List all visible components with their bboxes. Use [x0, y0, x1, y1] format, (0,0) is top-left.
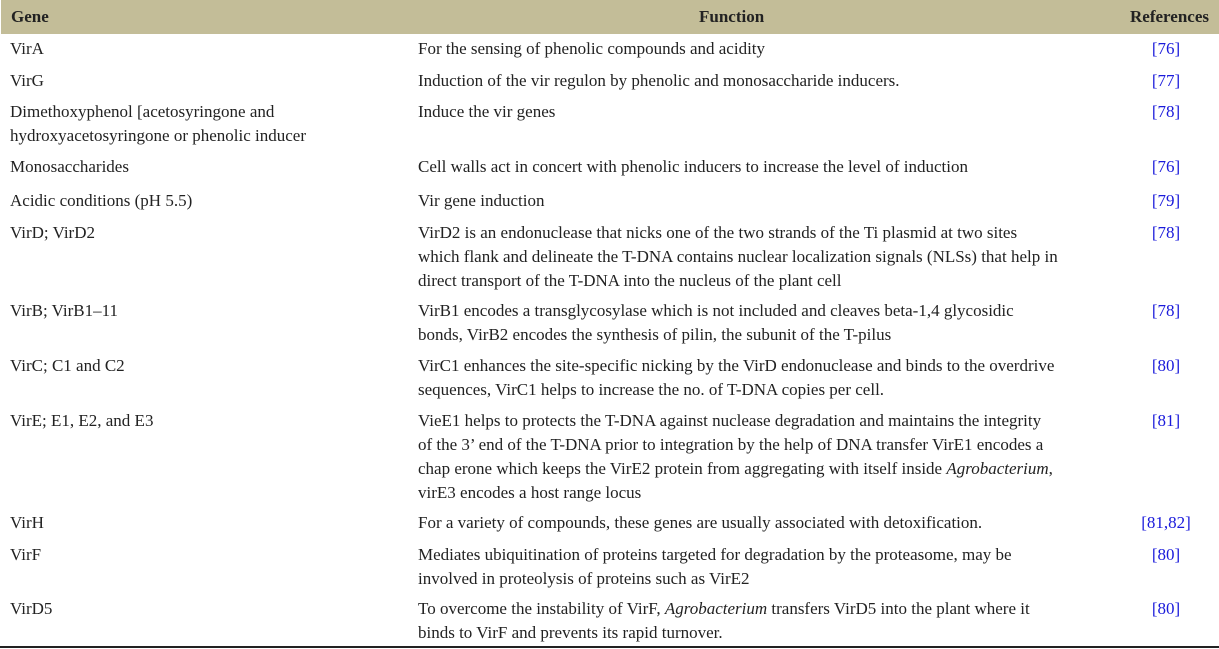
gene-cell: VirB; VirB1–11	[10, 301, 118, 320]
gene-cell: VirF	[10, 545, 42, 564]
function-cell	[418, 597, 1058, 645]
reference-link[interactable]: [80]	[1151, 599, 1181, 618]
reference-link[interactable]: [79]	[1151, 191, 1181, 210]
gene-cell: VirA	[10, 39, 44, 58]
reference-link[interactable]: [78]	[1151, 223, 1181, 242]
function-cell: Induction of the vir regulon by phenolic and monosaccharide inducers.	[418, 71, 900, 90]
reference-link[interactable]: [81]	[1151, 411, 1181, 430]
gene-cell: VirG	[10, 71, 44, 90]
function-cell: Induce the vir genes	[418, 102, 556, 121]
function-cell: Cell walls act in concert with phenolic inducers to increase the level of induction	[418, 157, 968, 176]
header-references: References	[1130, 7, 1209, 26]
function-cell: VirC1 enhances the site-specific nicking by the VirD endonuclease and binds to the overdrive sequences, VirC1 helps to increase the no. of T-DNA copies per cell.	[418, 356, 1055, 399]
header-gene: Gene	[11, 7, 49, 26]
gene-cell: VirE; E1, E2, and E3	[10, 411, 154, 430]
function-cell: For the sensing of phenolic compounds and acidity	[418, 39, 766, 58]
function-cell: For a variety of compounds, these genes are usually associated with detoxification.	[418, 513, 983, 532]
reference-link[interactable]: [81,82]	[1141, 513, 1191, 532]
gene-cell: VirD5	[10, 599, 53, 618]
header-function: Function	[699, 7, 765, 26]
organism-name: Agrobacterium	[946, 459, 1049, 478]
table-header	[0, 0, 1219, 34]
function-text: , virE3 encodes a host range locus	[418, 459, 1053, 502]
function-text: transfers VirD5 into the plant where it binds to VirF and prevents its rapid turnover.	[418, 599, 1030, 642]
gene-cell: VirH	[10, 513, 44, 532]
gene-cell: Dimethoxyphenol [acetosyringone and hydroxyacetosyringone or phenolic inducer	[10, 102, 306, 145]
function-cell: Vir gene induction	[418, 191, 545, 210]
reference-link[interactable]: [77]	[1151, 71, 1181, 90]
function-cell	[418, 409, 1058, 505]
reference-link[interactable]: [76]	[1151, 39, 1181, 58]
gene-cell: VirD; VirD2	[10, 223, 95, 242]
table-bottom-rule	[0, 646, 1219, 648]
reference-link[interactable]: [80]	[1151, 545, 1181, 564]
function-text: To overcome the instability of VirF,	[418, 599, 665, 618]
gene-cell: Acidic conditions (pH 5.5)	[10, 191, 193, 210]
reference-link[interactable]: [78]	[1151, 102, 1181, 121]
reference-link[interactable]: [80]	[1151, 356, 1181, 375]
reference-link[interactable]: [76]	[1151, 157, 1181, 176]
function-cell: Mediates ubiquitination of proteins targeted for degradation by the proteasome, may be involved in proteolysis of proteins such as VirE2	[418, 545, 1012, 588]
gene-cell: Monosaccharides	[10, 157, 129, 176]
reference-link[interactable]: [78]	[1151, 301, 1181, 320]
function-text: VieE1 helps to protects the T-DNA against nuclease degradation and maintains the integrity of the 3’ end of the T-DNA prior to integration by the help of DNA transfer VirE1 encodes a chap erone which keeps the VirE2 protein from aggregating with itself inside	[418, 411, 1044, 478]
function-cell: VirD2 is an endonuclease that nicks one of the two strands of the Ti plasmid at two sites which flank and delineate the T-DNA contains nuclear localization signals (NLSs) that help in direct transport of the T-DNA into the nucleus of the plant cell	[418, 223, 1058, 290]
function-cell: VirB1 encodes a transglycosylase which is not included and cleaves beta-1,4 glycosidic bonds, VirB2 encodes the synthesis of pilin, the subunit of the T-pilus	[418, 301, 1014, 344]
organism-name: Agrobacterium	[664, 599, 768, 618]
gene-cell: VirC; C1 and C2	[10, 356, 125, 375]
